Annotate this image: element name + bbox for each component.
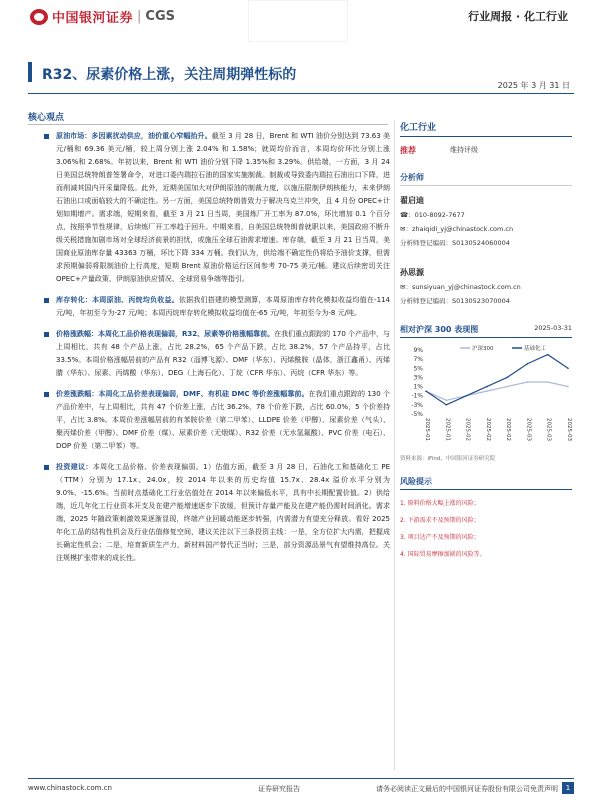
analyst-email[interactable]: ✉：zhaiqidi_yj@chinastock.com.cn xyxy=(400,225,514,233)
series-line xyxy=(426,355,568,405)
paragraph-lead: 库存转化：本周原油、丙烷均负收益。 xyxy=(56,296,179,304)
series-point xyxy=(445,399,447,401)
report-title: R32、尿素价格上涨，关注周期弹性标的 xyxy=(42,67,297,83)
core-rule xyxy=(28,124,388,125)
report-type: 行业周报 · 化工行业 xyxy=(468,10,568,23)
x-tick-label: 2025-01 xyxy=(424,418,430,441)
paragraph-lead: 价差涨跌幅：本周化工品价差表现偏弱，DMF、有机硅 DMC 等价差涨幅靠前。 xyxy=(56,390,309,398)
content-paragraph xyxy=(28,294,390,320)
series-point xyxy=(506,377,508,379)
risk-item: 1. 原料价格大幅上涨的风险； xyxy=(400,500,480,507)
analyst-reg: 分析师登记编码：S0130524060004 xyxy=(400,239,510,247)
chart-date: 2025-03-31 xyxy=(534,324,572,332)
footer-disclaimer: 请务必阅读正文最后的中国银河证券股份有限公司免责声明 xyxy=(376,785,558,793)
series-point xyxy=(567,386,569,388)
brand-name-cn: 中国银河证券 xyxy=(52,11,134,26)
risk-item: 2. 下游需求不及预期的风险； xyxy=(400,517,480,524)
x-tick-label: 2025-01 xyxy=(444,418,451,441)
series-point xyxy=(506,386,508,388)
y-tick-label: 1% xyxy=(413,383,423,391)
y-tick-label: 9% xyxy=(413,347,423,354)
y-tick-label: 5% xyxy=(413,365,423,373)
risk-heading: 风险提示 xyxy=(400,476,572,490)
rating-key: 推荐 xyxy=(400,146,416,155)
series-line xyxy=(426,382,568,400)
y-tick-label: -5% xyxy=(411,411,423,418)
title-rule xyxy=(28,93,574,94)
series-point xyxy=(567,367,569,369)
series-point xyxy=(466,395,468,397)
analyst-name: 孙思源 xyxy=(400,268,424,277)
rating-value: 维持评级 xyxy=(450,146,478,154)
footer-site[interactable]: www.chinastock.com.cn xyxy=(28,784,112,792)
footer-label: 证券研究报告 xyxy=(258,785,300,793)
page-header xyxy=(0,0,600,30)
chart-source: 资料来源：iFind、中国银河证券研究院 xyxy=(400,456,496,462)
analyst-card xyxy=(400,194,572,250)
risk-item: 4. 国际贸易摩擦加剧的风险等。 xyxy=(400,551,486,558)
x-tick-label: 2025-02 xyxy=(484,418,491,441)
x-tick-label: 2025-03 xyxy=(545,418,552,441)
x-tick-label: 2025-03 xyxy=(566,418,572,441)
bullet-icon xyxy=(44,465,49,470)
series-point xyxy=(425,390,427,392)
x-tick-label: 2025-02 xyxy=(505,418,512,441)
content-paragraph xyxy=(28,388,390,453)
paragraph-body: 在我们重点跟踪的 170 个产品中，与上周相比，共有 48 个产品上涨，占比 28.2%，65 个产品下跌，占比 38.2%，57 个产品持平，占比 33.5%。本周价格涨幅居前的产品有 R32（淄博飞源）、DMF（华东）、丙烯酰胺（晶体，浙江鑫甬）、丙烯腈（华东）、尿素、丙烯酸（华东）、DEG（上海石化）、丁烷（CFR 华东）、丙烷（CFR 华东）等。 xyxy=(56,330,390,377)
risk-item: 3. 项目达产不及预期的风险； xyxy=(400,534,480,541)
analyst-card xyxy=(400,266,572,308)
y-tick-label: 3% xyxy=(413,374,423,382)
rating-row xyxy=(400,145,572,156)
content-paragraph xyxy=(28,328,390,380)
paragraph-body: 截至 3 月 28 日，Brent 和 WTI 油价分别达到 73.63 美元/桶和 69.36 美元/桶，较上周分别上涨 2.04% 和 1.58%；就周均价而言，本周均价环比分别上涨 3.06%和 2.68%。年初以来，Brent 和 WTI 油价分别下降 1.35%和 3.29%。供给端，一方面，3 月 24 日美国总统特朗普签署命令，对进口委内瑞拉石油的国家实施制裁。制裁或导致委内瑞拉石油出口下降，进而削减其国内开采量降低。此外，近期美国加大对伊朗原油的制裁力度，以施压限制伊朗核能力，未来伊朗石油出口或面临较大的不确定性。另一方面，美国总统特朗普致力于解决乌克兰冲突，且 4 月份 OPEC+计划如期增产。需求端，短期来看，截至 3 月 21 日当周，美国炼厂开工率为 87.0%，环比增加 0.1 个百分点，按照季节性规律，后续炼厂开工率趋于回升。中期来看，自美国总统特朗普就职以来，美国政府不断升级关税措施加剧市场对全球经济前景的担忧，或施压全球石油需求增速。库存端，截至 3 月 21 日当周，美国商业原油库存量 43363 万桶，环比下降 334 万桶。我们认为，供给端不确定性仍将给予油价支撑，但需求预期偏弱将限制油价上行高度，短期 Brent 原油价格运行区间参考 70-75 美元/桶。建议后续密切关注 OPEC+产量政策、伊朗原油供应情况、全球贸易争端等指引。 xyxy=(56,132,390,283)
content-paragraph xyxy=(28,461,390,565)
x-tick-label: 2025-02 xyxy=(464,418,471,441)
series-point xyxy=(547,381,549,383)
analyst-phone: ☎：010-8092-7677 xyxy=(400,211,465,219)
brand-logo-icon xyxy=(30,9,48,25)
analyst-reg: 分析师登记编码：S0130523070004 xyxy=(400,297,510,305)
y-tick-label: 7% xyxy=(413,356,423,364)
legend-label: 基础化工 xyxy=(524,346,547,352)
paragraph-lead: 投资建议： xyxy=(56,463,93,471)
page-number: 1 xyxy=(562,782,574,794)
main-content xyxy=(28,130,390,573)
series-point xyxy=(445,404,447,406)
bullet-icon xyxy=(44,298,49,303)
paragraph-body: 本周化工品价格、价差表现偏弱。1）估值方面，截至 3 月 28 日，石油化工和基础化工 PE（TTM）分别为 17.1x、24.0x，较 2014 年以来的历史均值 15.7x、28.4x 溢价水平分别为 9.0%、-15.6%。当前时点基础化工行业估值处在 2014 年以来偏低水平，具有中长期配置价值。2）供给端，近几年化工行业资本开支及在建产能增速逐步下放缓，但预计存量产能及在建产能仍需时间消化。需求端，2025 年随政策刺激效果逐渐显现，终端产业回暖动能逐步转强，内需潜力有望充分释放。看好 2025 年化工品的结构性机会及行业估值修复空间，建议关注以下三条投资主线：一是，全方位扩大内需，把握成长确定性机会；二是，培育新质生产力，新材料国产替代正当时；三是，部分资源品景气有望维持高位。关注规模扩张带来的成长性。 xyxy=(56,463,391,562)
y-tick-label: -3% xyxy=(411,401,423,409)
page-footer xyxy=(28,778,574,793)
sidebar xyxy=(400,120,572,558)
series-point xyxy=(527,363,529,365)
watermark-logo xyxy=(248,0,348,42)
core-label: 核心观点 xyxy=(28,113,65,123)
y-tick-label: -1% xyxy=(411,392,423,400)
performance-chart xyxy=(400,342,572,452)
brand-logo xyxy=(30,7,175,26)
brand-separator: | xyxy=(137,9,142,24)
bullet-icon xyxy=(44,332,49,337)
paragraph-lead: 原油市场：多因素扰动供应，油价重心窄幅抬升。 xyxy=(56,132,212,140)
analysts-heading: 分析师 xyxy=(400,172,572,186)
bullet-icon xyxy=(44,134,49,139)
performance-chart-svg xyxy=(400,342,572,452)
chart-heading xyxy=(400,324,572,338)
chart-title: 相对沪深 300 表现图 xyxy=(400,325,479,334)
content-paragraph xyxy=(28,130,390,286)
series-point xyxy=(527,381,529,383)
series-point xyxy=(486,390,488,392)
x-tick-label: 2025-03 xyxy=(525,418,532,441)
paragraph-body: 在我们重点跟踪的 130 个产品价差中，与上周相比，共有 47 个价差上涨，占比 36.2%，78 个价差下跌，占比 60.0%，5 个价差持平，占比 3.8%。本周价差涨幅居前的有苯胺价差（第二甲苯）、LLDPE 价差（甲醇）、尿素价差（气头）、聚丙烯价差（甲醇）、DMF 价差（煤）、尿素价差（无烟煤）、R32 价差（无水氢氟酸）、PVC 价差（电石）、DOP 价差（第二甲苯）等。 xyxy=(56,390,390,450)
column-divider xyxy=(394,120,395,770)
bullet-icon xyxy=(44,392,49,397)
analyst-name: 翟启迪 xyxy=(400,196,424,205)
report-date: 2025 年 3 月 31 日 xyxy=(497,81,570,90)
brand-name-en: CGS xyxy=(145,9,175,24)
paragraph-lead: 价格涨跌幅：本周化工品价格表现偏弱，R32、尿素等价格涨幅靠前。 xyxy=(56,330,275,338)
title-bar xyxy=(28,60,574,88)
paragraph-body: 依据我们搭建的模型测算，本周原油库存转化模拟收益均值在-114 元/吨，年初至今为-27 元/吨；本周丙烷库存转化模拟收益均值在-65 元/吨，年初至今为-8 元/吨。 xyxy=(56,296,390,317)
analyst-email[interactable]: ✉：sunsiyuan_yj@chinastock.com.cn xyxy=(400,283,521,291)
industry-heading: 化工行业 xyxy=(400,120,572,137)
legend-label: 沪深300 xyxy=(472,346,494,352)
title-accent xyxy=(28,62,32,82)
series-point xyxy=(486,386,488,388)
series-point xyxy=(547,354,549,356)
risk-list xyxy=(400,498,572,558)
